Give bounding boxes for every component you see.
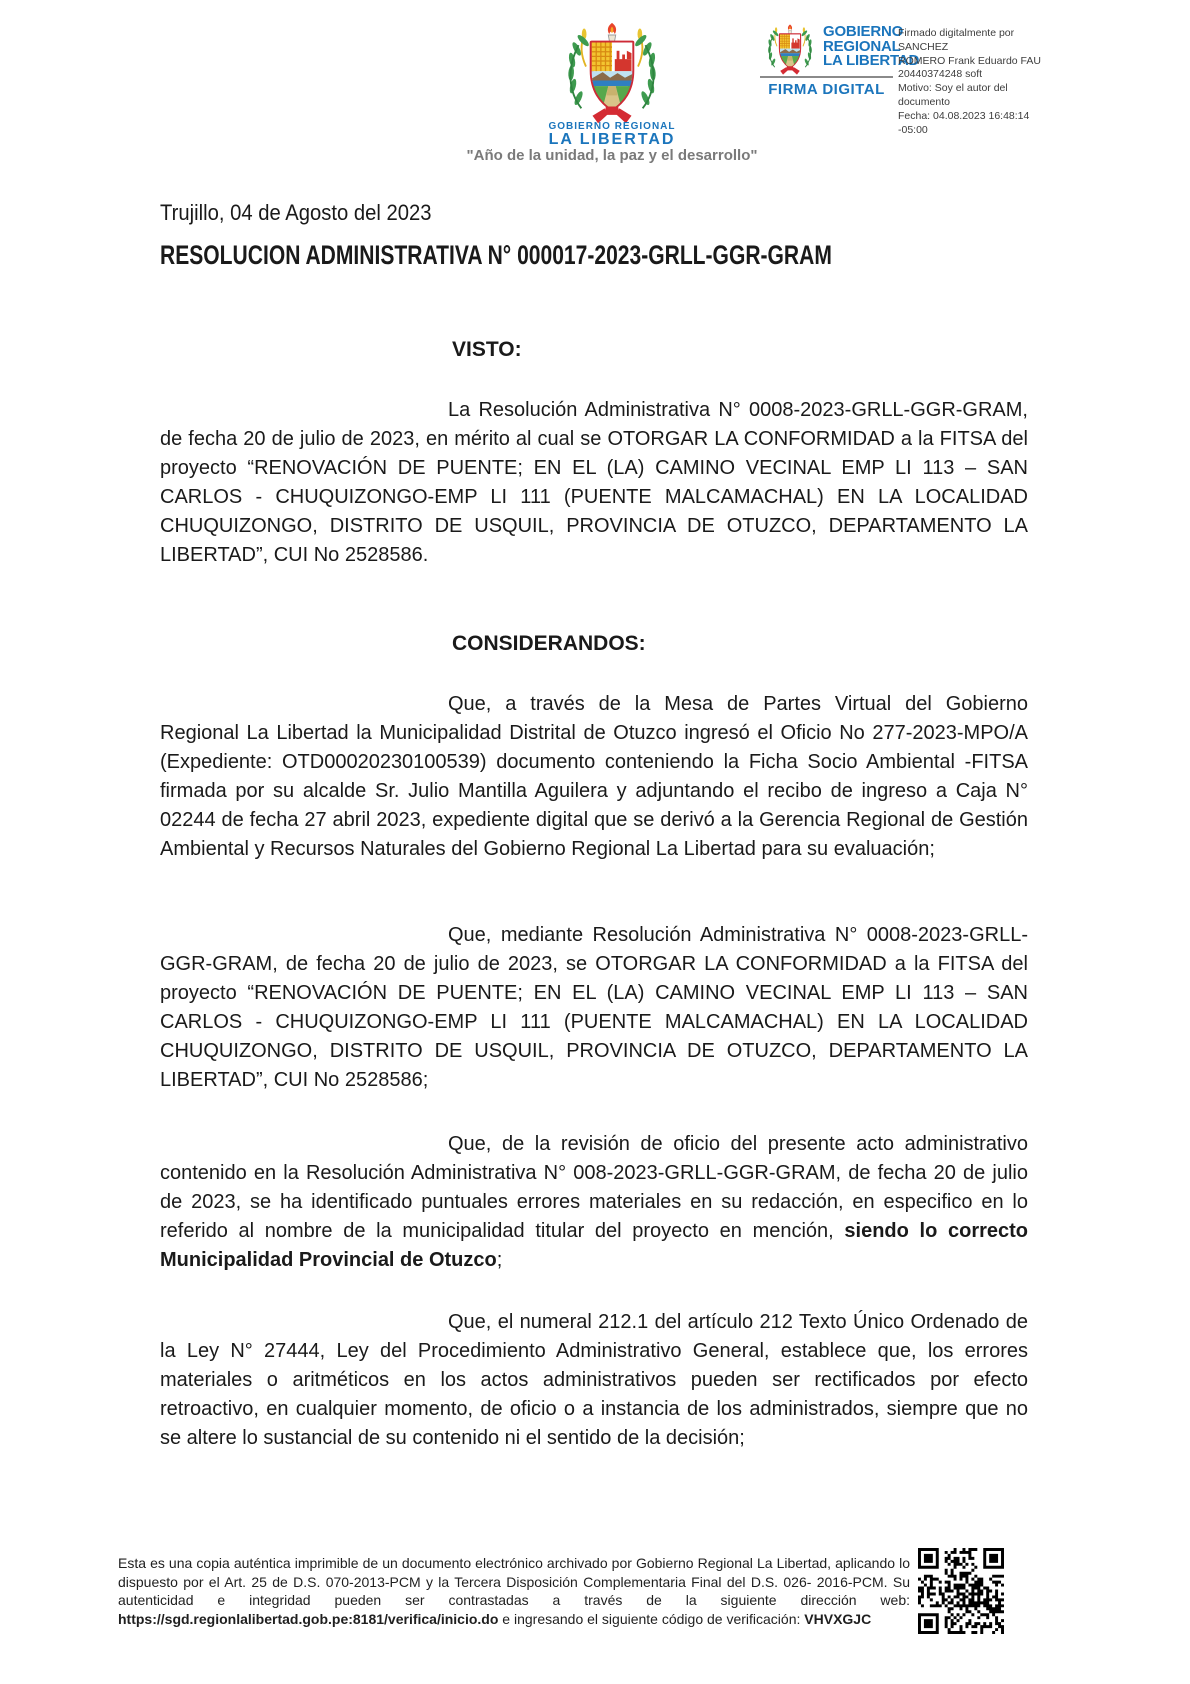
signature-org-line: GOBIERNO <box>823 23 904 40</box>
qr-code <box>918 1548 1004 1634</box>
authenticity-note <box>118 1554 910 1628</box>
org-name-large: LA LIBERTAD <box>548 131 676 148</box>
signature-coat-of-arms-icon <box>762 24 818 76</box>
firma-digital-label: FIRMA DIGITAL <box>768 81 885 98</box>
coat-of-arms-icon <box>556 22 668 126</box>
considerando-paragraph-3 <box>160 1130 1028 1275</box>
digital-signature-text <box>898 27 1058 137</box>
considerandos-heading: CONSIDERANDOS: <box>452 632 646 655</box>
signature-line: Fecha: 04.08.2023 16:48:14 -05:00 <box>898 109 1030 136</box>
header-motto: "Año de la unidad, la paz y el desarrollo" <box>466 147 758 164</box>
signature-line: Motivo: Soy el autor del documento <box>898 82 1008 108</box>
visto-heading: VISTO: <box>452 338 522 361</box>
visto-paragraph <box>160 396 1028 570</box>
paragraph-segment: Que, de la revisión de oficio del presente acto administrativo contenido en la Resolución Administrativa N° 008-2023-GRLL-GGR-GRAM, de fecha 20 de julio de 2023, se ha identificado puntuales errores materiales en su redacción, en especifico en lo referido al nombre de la municipalidad titular del proyecto en mención, <box>160 1133 1028 1242</box>
signature-divider <box>760 76 893 78</box>
signature-line: ROMERO Frank Eduardo FAU <box>898 54 1041 67</box>
paragraph-text: Que, el numeral 212.1 del artículo 212 Texto Único Ordenado de la Ley N° 27444, Ley del Procedimiento Administrativo General, establece que, los errores materiales o aritméticos en los actos administrativos pueden ser rectificados por efecto retroactivo, en cualquier momento, de oficio o a instancia de los administrados, siempre que no se altere lo sustancial de su contenido ni el sentido de la decisión; <box>160 1311 1028 1449</box>
document-title: RESOLUCION ADMINISTRATIVA N° 000017-2023-GRLL-GGR-GRAM <box>160 240 832 270</box>
considerando-paragraph-2 <box>160 921 1028 1095</box>
paragraph-segment: ; <box>496 1249 503 1271</box>
paragraph-bold-segment: siendo lo correcto Municipalidad Provincial de Otuzco <box>160 1220 1029 1271</box>
paragraph-text: Que, a través de la Mesa de Partes Virtual del Gobierno Regional La Libertad la Municipalidad Distrital de Otuzco ingresó el Oficio No 277-2023-MPO/A (Expediente: OTD00020230100539) documento conteniendo la Ficha Socio Ambiental -FITSA firmada por su alcalde Sr. Julio Mantilla Aguilera y adjuntando el recibo de ingreso a Caja N° 02244 de fecha 27 abril 2023, expediente digital que se derivó a la Gerencia Regional de Gestión Ambiental y Recursos Naturales del Gobierno Regional La Libertad para su evaluación; <box>160 693 1028 860</box>
signature-org-line: REGIONAL <box>823 37 901 55</box>
paragraph-text: La Resolución Administrativa N° 0008-2023-GRLL-GGR-GRAM, de fecha 20 de julio de 2023, en mérito al cual se OTORGAR LA CONFORMIDAD a la FITSA del proyecto “RENOVACIÓN DE PUENTE; EN EL (LA) CAMINO VECINAL EMP LI 113 – SAN CARLOS - CHUQUIZONGO-EMP LI 111 (PUENTE MALCAMACHAL) EN LA LOCALIDAD CHUQUIZONGO, DISTRITO DE USQUIL, PROVINCIA DE OTUZCO, DEPARTAMENTO LA LIBERTAD”, CUI No 2528586. <box>160 399 1028 566</box>
signature-org-line: LA LIBERTAD <box>823 52 920 69</box>
paragraph-text: Que, mediante Resolución Administrativa N° 0008-2023-GRLL-GGR-GRAM, de fecha 20 de julio de 2023, se OTORGAR LA CONFORMIDAD a la FITSA del proyecto “RENOVACIÓN DE PUENTE; EN EL (LA) CAMINO VECINAL EMP LI 113 – SAN CARLOS - CHUQUIZONGO-EMP LI 111 (PUENTE MALCAMACHAL) EN LA LOCALIDAD CHUQUIZONGO, DISTRITO DE USQUIL, PROVINCIA DE OTUZCO, DEPARTAMENTO LA LIBERTAD”, CUI No 2528586; <box>160 924 1028 1091</box>
considerando-paragraph-4 <box>160 1308 1028 1453</box>
paragraph-text <box>160 1130 1028 1275</box>
footer-segment: e ingresando el siguiente código de verificación: <box>498 1610 805 1627</box>
considerando-paragraph-1 <box>160 690 1028 864</box>
footer-segment: Esta es una copia auténtica imprimible de un documento electrónico archivado por Gobierno Regional La Libertad, aplicando lo dispuesto por el Art. 25 de D.S. 070-2013-PCM y la Tercera Disposición Complementaria Final del D.S. 026- 2016-PCM. Su autenticidad e integridad pueden ser contrastadas a través de la siguiente dirección web: <box>118 1555 910 1608</box>
signature-line: 20440374248 soft <box>898 68 983 81</box>
verification-code: VHVXGJC <box>804 1610 872 1627</box>
signature-line: Firmado digitalmente por SANCHEZ <box>898 27 1015 53</box>
org-name-small: GOBIERNO REGIONAL <box>548 121 676 132</box>
verification-url: https://sgd.regionlalibertad.gob.pe:8181/verifica/inicio.do <box>118 1610 499 1627</box>
place-date: Trujillo, 04 de Agosto del 2023 <box>160 200 432 225</box>
